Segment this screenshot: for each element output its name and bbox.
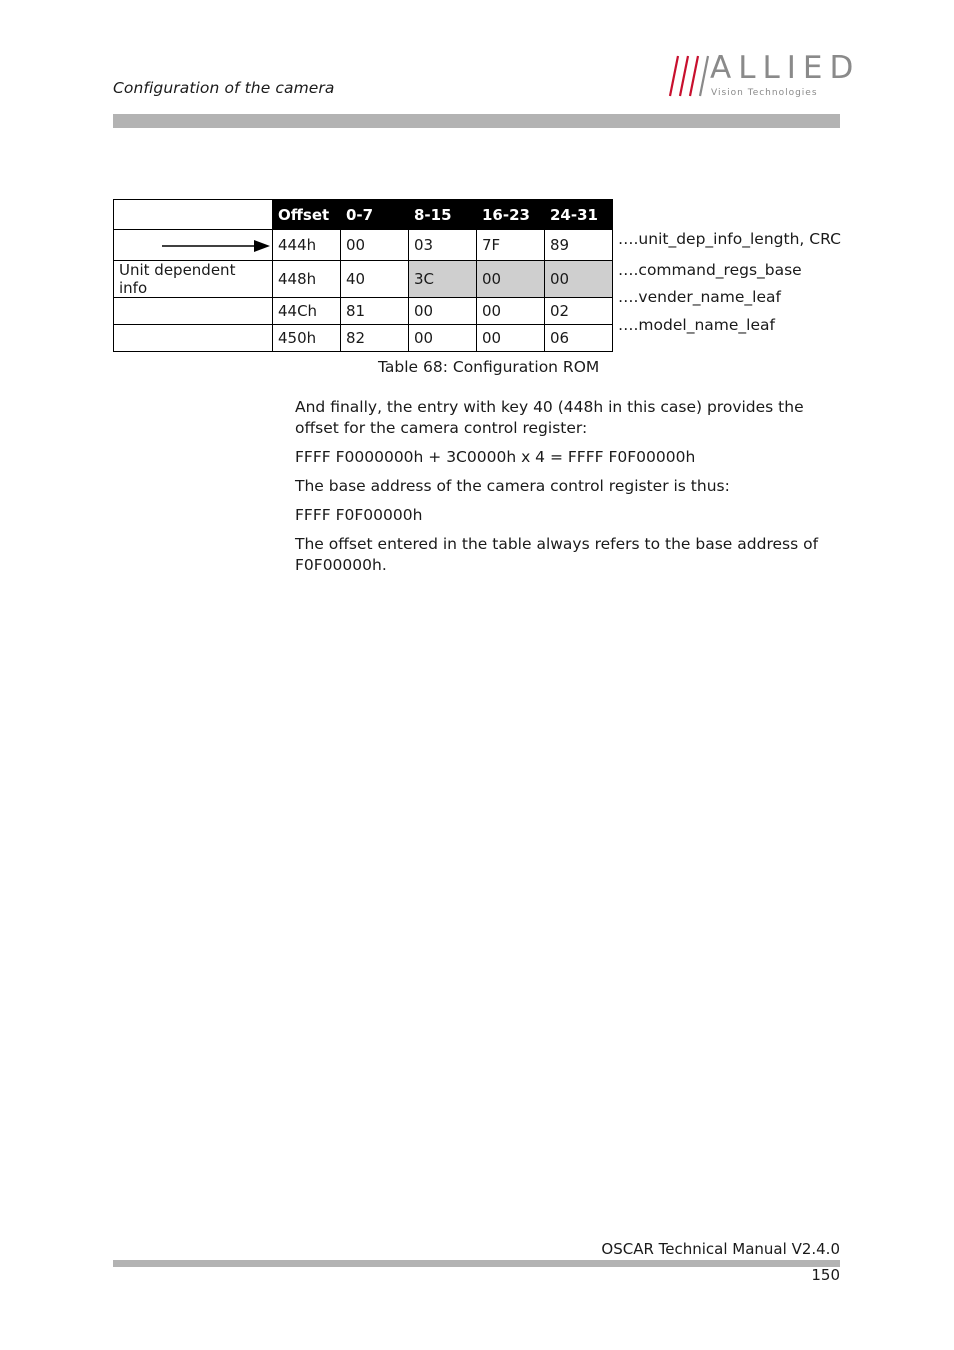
table-cell-byte3: 02: [545, 298, 613, 325]
page-number: 150: [811, 1266, 840, 1284]
table-row: [114, 298, 613, 325]
table-cell-byte3: 06: [545, 325, 613, 352]
table-row-label: [114, 230, 273, 261]
configuration-rom-table: [113, 199, 613, 352]
table-header-bits-0-7: 0-7: [341, 200, 409, 230]
row-annotation-vender-name-leaf: ….vender_name_leaf: [618, 288, 781, 306]
table-cell-byte1: 00: [409, 325, 477, 352]
table-cell-byte1: 3C: [409, 261, 477, 298]
table-cell-byte2: 00: [477, 325, 545, 352]
table-cell-byte0: 00: [341, 230, 409, 261]
table-caption: Table 68: Configuration ROM: [378, 358, 600, 376]
table-row: [114, 230, 613, 261]
row-annotation-model-name-leaf: ….model_name_leaf: [618, 316, 775, 334]
body-paragraph: The offset entered in the table always refers to the base address of F0F00000h.: [295, 535, 819, 574]
table-header-row: [114, 200, 613, 230]
row-annotation-command-regs-base: ….command_regs_base: [618, 261, 802, 279]
table-cell-byte0: 40: [341, 261, 409, 298]
footer-manual-title: OSCAR Technical Manual V2.4.0: [601, 1240, 840, 1258]
table-row: [114, 261, 613, 298]
logo-slashes-icon: [668, 54, 712, 100]
table-cell-byte2: 00: [477, 298, 545, 325]
body-paragraph: The base address of the camera control register is thus:: [295, 477, 730, 495]
table-header-bits-8-15: 8-15: [409, 200, 477, 230]
logo-wordmark: ALLIED: [710, 50, 861, 86]
body-address: FFFF F0F00000h: [295, 506, 423, 524]
running-header-title: Configuration of the camera: [113, 79, 335, 97]
table-row-label: Unit dependent info: [114, 261, 273, 298]
table-header-bits-16-23: 16-23: [477, 200, 545, 230]
table-cell-byte0: 81: [341, 298, 409, 325]
table-cell-byte0: 82: [341, 325, 409, 352]
table-cell-byte3: 89: [545, 230, 613, 261]
arrow-right-icon: [160, 239, 270, 253]
table-header-blank: [114, 200, 273, 230]
table-row-label: [114, 298, 273, 325]
body-paragraph: And finally, the entry with key 40 (448h in this case) provides the offset for the camera control register:: [295, 398, 804, 437]
header-divider-bar: [113, 114, 840, 128]
row-annotation-unit-dep-info-length: ….unit_dep_info_length, CRC: [618, 230, 841, 248]
table-cell-byte1: 03: [409, 230, 477, 261]
table-header-bits-24-31: 24-31: [545, 200, 613, 230]
table-cell-byte2: 7F: [477, 230, 545, 261]
table-header-offset: Offset: [273, 200, 341, 230]
table-row-label: [114, 325, 273, 352]
table-cell-byte2: 00: [477, 261, 545, 298]
footer-divider-bar: [113, 1260, 840, 1267]
table-cell-byte1: 00: [409, 298, 477, 325]
logo-tagline: Vision Technologies: [711, 88, 818, 98]
table-cell-offset: 44Ch: [273, 298, 341, 325]
table-cell-byte3: 00: [545, 261, 613, 298]
company-logo: [668, 50, 861, 100]
table-cell-offset: 448h: [273, 261, 341, 298]
table-row: [114, 325, 613, 352]
table-cell-offset: 450h: [273, 325, 341, 352]
body-formula: FFFF F0000000h + 3C0000h x 4 = FFFF F0F00000h: [295, 448, 696, 466]
table-cell-offset: 444h: [273, 230, 341, 261]
